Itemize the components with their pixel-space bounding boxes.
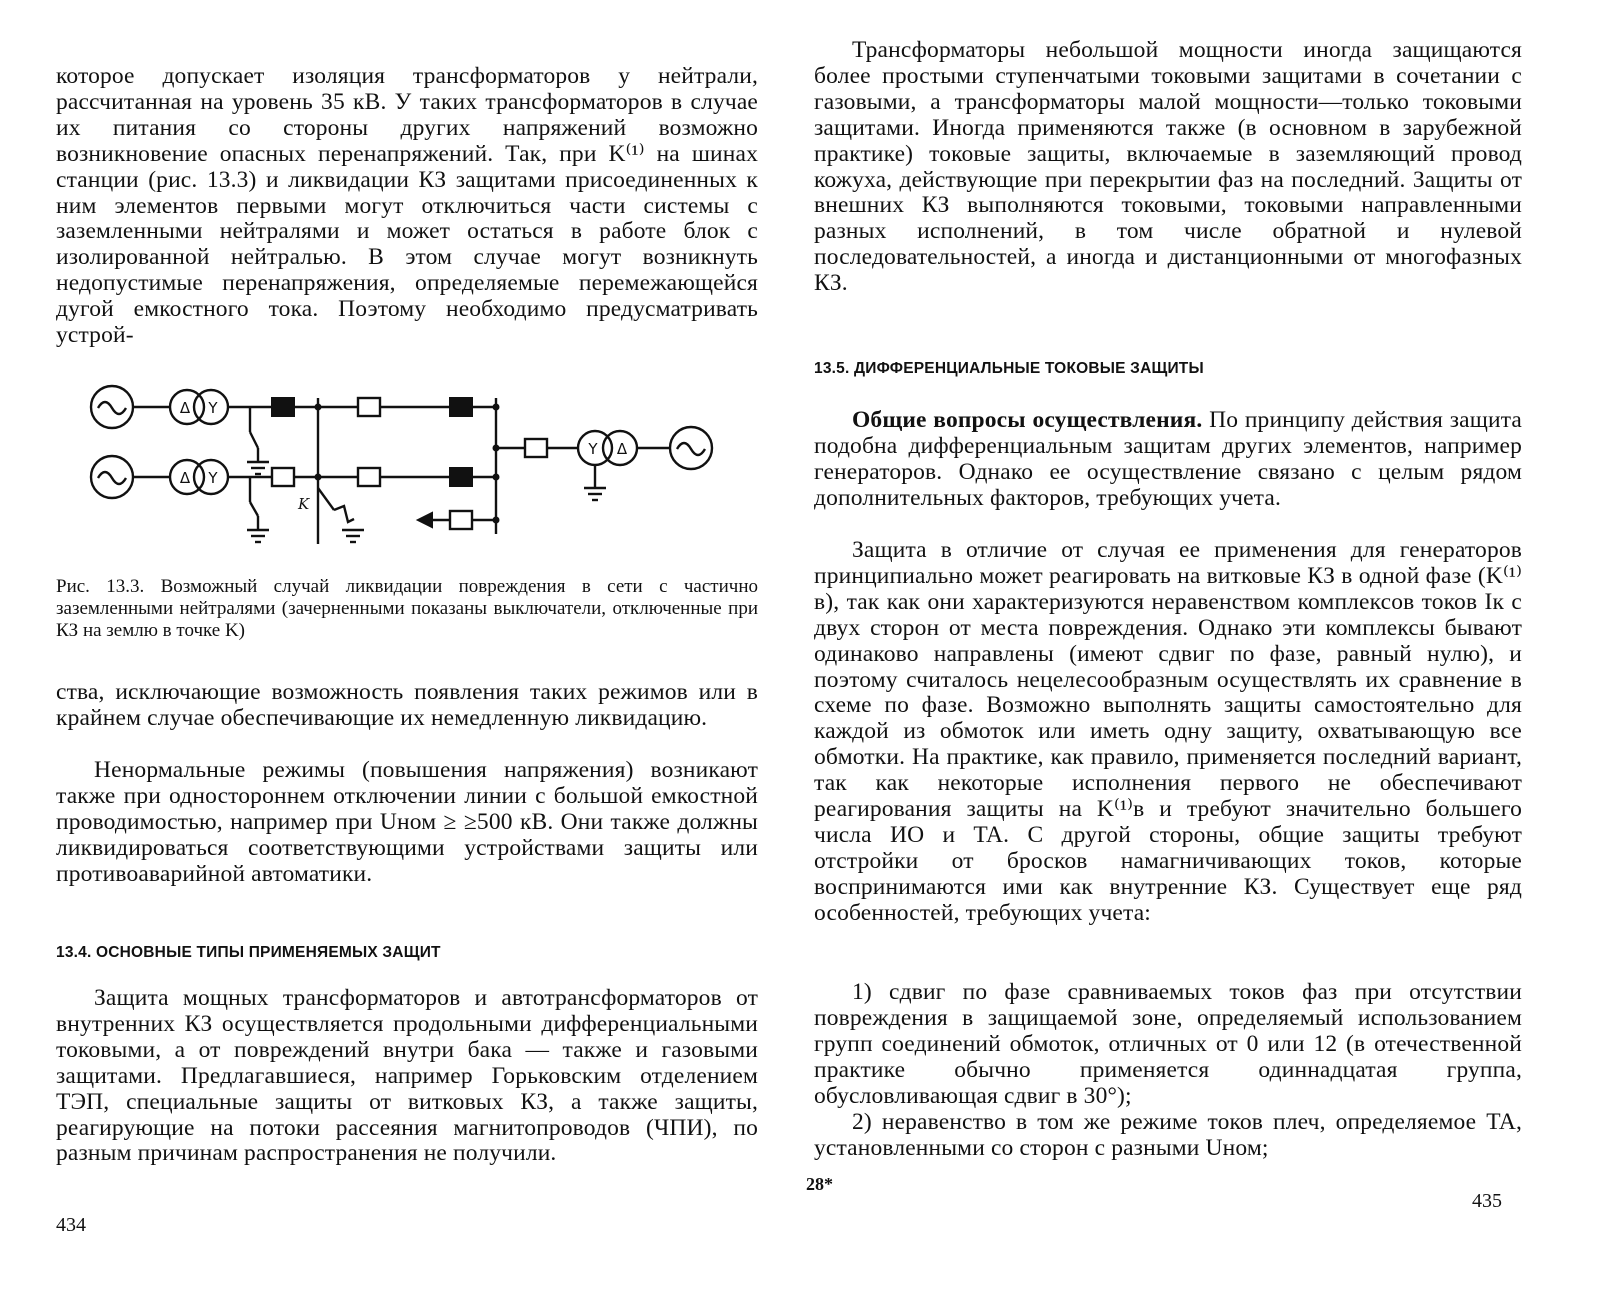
section-heading-13-4: 13.4. ОСНОВНЫЕ ТИПЫ ПРИМЕНЯЕМЫХ ЗАЩИТ: [56, 944, 441, 961]
figure-caption: Рис. 13.3. Возможный случай ликвидации повреждения в сети с частично заземленными нейтралями (зачерненными показаны выключатели, отключенные при КЗ на землю в точке K): [56, 576, 758, 641]
signature-mark: 28*: [806, 1174, 833, 1194]
arrow-left-icon: [418, 513, 432, 527]
breaker-tripped-1: [272, 398, 294, 416]
paragraph-body: По принципу действия защита подобна дифференциальным защитам других элементов, например генераторов. Однако ее осуществление связано с целым рядом дополнительных факторов, требующих учета.: [814, 407, 1522, 511]
winding-star-1: Y: [208, 399, 218, 417]
winding-delta-3: Δ: [616, 440, 628, 458]
page-number-right: 435: [1472, 1190, 1502, 1212]
winding-star-2: Y: [208, 469, 218, 487]
bus-node-1: [316, 405, 321, 410]
section-heading-13-5: 13.5. ДИФФЕРЕНЦИАЛЬНЫЕ ТОКОВЫЕ ЗАЩИТЫ: [814, 360, 1204, 377]
breaker-tripped-3: [450, 468, 472, 486]
bus-node-6: [494, 518, 499, 523]
left-paragraph-3: Ненормальные режимы (повышения напряжения) возникают также при одностороннем отключении линии с большой емкостной проводимостью, например при Uном ≥ ≥500 кВ. Они также должны ликвидироваться соответствующими устройствами защиты или противоаварийной автоматики.: [56, 757, 758, 887]
left-paragraph-2: ства, исключающие возможность появления таких режимов или в крайнем случае обеспечивающие их немедленную ликвидацию.: [56, 679, 758, 731]
page-number-left: 434: [56, 1214, 86, 1236]
breaker-open-4: [525, 439, 547, 457]
right-paragraph-1: Трансформаторы небольшой мощности иногда защищаются более простыми ступенчатыми токовыми защитами в сочетании с газовыми, а трансформаторы малой мощности—только токовыми защитами. Иногда применяются также (в основном в зарубежной практике) токовые защиты, включаемые в заземляющий провод кожуха, действующие при перекрытии фаз на последний. Защиты от внешних КЗ выполняются токовыми, токовыми направленными разных исполнений, в том числе обратной и нулевой последовательностей, а иногда и дистанционными от многофазных КЗ.: [814, 37, 1522, 297]
right-paragraph-2: [814, 408, 1522, 512]
circuit-diagram: [84, 384, 734, 556]
left-paragraph-4: Защита мощных трансформаторов и автотрансформаторов от внутренних КЗ осуществляется продольными дифференциальными токовыми, а от повреждений внутри бака — также и газовыми защитами. Предлагавшиеся, например Горьковским отделением ТЭП, специальные защиты от витковых КЗ, а также защиты, реагирующие на потоки рассеяния магнитопроводов (ЧПИ), по разным причинам распространения не получили.: [56, 985, 758, 1167]
paragraph-lead: Общие вопросы осуществления.: [852, 407, 1203, 433]
breaker-open-1: [358, 398, 380, 416]
breaker-open-5: [450, 511, 472, 529]
list-item-1: 1) сдвиг по фазе сравниваемых токов фаз при отсутствии повреждения в защищаемой зоне, определяемый использованием групп соединений обмоток, отличных от 0 или 12 (в отечественной практике обычно применяется одиннадцатая группа, обусловливающая сдвиг в 30°);: [814, 979, 1522, 1109]
winding-star-3: Y: [588, 440, 598, 458]
bus-node-2: [316, 475, 321, 480]
breaker-tripped-2: [450, 398, 472, 416]
fault-point-label: K: [298, 495, 310, 513]
right-paragraph-3: Защита в отличие от случая ее применения для генераторов принципиально может реагировать на витковые КЗ в одной фазе (K⁽¹⁾в), так как они характеризуются неравенством комплексов токов Iк с двух сторон от места повреждения. Однако эти комплексы бывают одинаково направлены (имеют сдвиг по фазе, равный нулю), и поэтому считалось нецелесообразным осуществлять их сравнение в схеме по фазе. Возможно выполнять защиты самостоятельно для каждой из обмоток или иметь одну защиту, охватывающую все обмотки. На практике, как правило, применяется последний вариант, так как некоторые исполнения первого не обеспечивают реагирования защиты на K⁽¹⁾в и требуют значительно большего числа ИО и TA. С другой стороны, общие защиты требуют отстройки от бросков намагничивающих токов, которые воспринимаются ими как внутренние КЗ. Существует еще ряд особенностей, требующих учета:: [814, 537, 1522, 926]
left-paragraph-1: которое допускает изоляция трансформаторов у нейтрали, рассчитанная на уровень 35 кВ. У таких трансформаторов в случае их питания со стороны других напряжений возможно возникновение опасных перенапряжений. Так, при K⁽¹⁾ на шинах станции (рис. 13.3) и ликвидации КЗ защитами присоединенных к ним элементов первыми могут отключиться части системы с заземленными нейтралями и может остаться в работе блок с изолированной нейтралью. В этом случае могут возникнуть недопустимые перенапряжения, определяемые перемежающейся дугой емкостного тока. Поэтому необходимо предусматривать устрой-: [56, 63, 758, 349]
winding-delta-1: Δ: [179, 399, 191, 417]
breaker-open-2: [272, 468, 294, 486]
breaker-open-3: [358, 468, 380, 486]
right-page: [800, 0, 1600, 1289]
figure-13-3-schematic: [84, 384, 734, 556]
bus-node-4: [494, 446, 499, 451]
bus-node-5: [494, 475, 499, 480]
list-item-2: 2) неравенство в том же режиме токов плеч, определяемое TA, установленными со сторон с разными Uном;: [814, 1109, 1522, 1161]
winding-delta-2: Δ: [179, 469, 191, 487]
bus-node-3: [494, 405, 499, 410]
